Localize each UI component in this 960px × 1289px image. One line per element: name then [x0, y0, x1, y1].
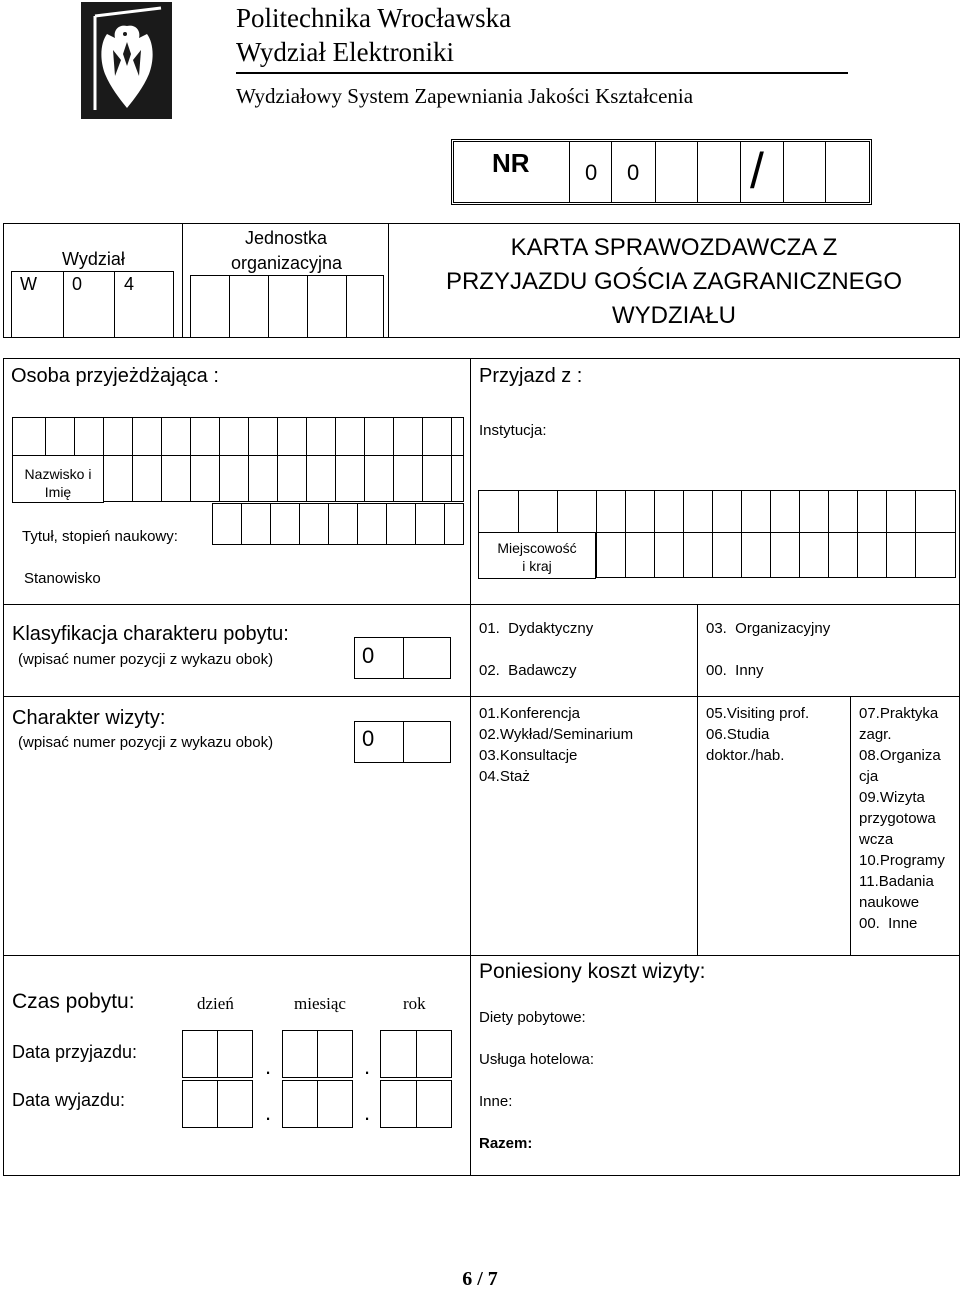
- university-name: Politechnika Wrocławska: [236, 3, 512, 33]
- visit-option: cja: [859, 768, 879, 785]
- position-label: Stanowisko: [24, 570, 101, 587]
- faculty-name: Wydział Elektroniki: [236, 37, 455, 67]
- institution-label: Instytucja:: [479, 422, 547, 439]
- visit-option: wcza: [859, 831, 894, 848]
- form-title-2: PRZYJAZDU GOŚCIA ZAGRANICZNEGO: [445, 268, 903, 295]
- visit-option: 07.Praktyka: [859, 705, 939, 722]
- day-label: dzień: [197, 994, 234, 1013]
- nr-slash: /: [750, 143, 764, 199]
- visit-code: 0: [362, 726, 375, 751]
- visit-option: 02.Wykład/Seminarium: [479, 726, 634, 743]
- title-label: Tytuł, stopień naukowy:: [22, 528, 178, 545]
- departure-label: Data wyjazdu:: [12, 1090, 126, 1110]
- visit-hint: (wpisać numer pozycji z wykazu obok): [18, 734, 274, 751]
- visit-option: przygotowa: [859, 810, 936, 827]
- title-boxes[interactable]: [212, 503, 464, 545]
- visit-option: 01.Konferencja: [479, 705, 580, 722]
- wydzial-code-2: 0: [72, 274, 83, 294]
- year-label: rok: [403, 994, 426, 1013]
- departure-dot-1: .: [265, 1100, 272, 1125]
- visit-option: 03.Konsultacje: [479, 747, 578, 764]
- visit-option: 11.Badania: [859, 873, 934, 890]
- classification-label: Klasyfikacja charakteru pobytu:: [12, 623, 289, 645]
- classification-option-03: 03. Organizacyjny: [706, 620, 831, 637]
- visit-option: 06.Studia: [706, 726, 770, 743]
- university-logo: [81, 2, 172, 119]
- eagle-emblem-icon: [81, 2, 172, 119]
- form-title-3: WYDZIAŁU: [611, 302, 736, 329]
- month-label: miesiąc: [294, 994, 346, 1013]
- origin-section-label: Przyjazd z :: [479, 365, 583, 387]
- departure-dot-2: .: [364, 1100, 371, 1125]
- total-label: Razem:: [479, 1135, 533, 1152]
- visit-option: naukowe: [859, 894, 920, 911]
- nr-digit-1[interactable]: 0: [585, 160, 598, 185]
- classification-option-00: 00. Inny: [706, 662, 764, 679]
- stay-label: Czas pobytu:: [12, 990, 135, 1013]
- form-title-1: KARTA SPRAWOZDAWCZA Z: [510, 234, 838, 261]
- visit-option: 08.Organiza: [859, 747, 941, 764]
- surname-label-1: Nazwisko i: [24, 466, 92, 482]
- visit-option: 09.Wizyta: [859, 789, 925, 806]
- page-number: 6 / 7: [462, 1268, 498, 1289]
- visit-option: zagr.: [859, 726, 892, 743]
- visit-option: 04.Staż: [479, 768, 530, 785]
- visit-option: 10.Programy: [859, 852, 945, 869]
- nr-label: NR: [492, 148, 530, 178]
- header-divider: [236, 72, 848, 74]
- visit-option: 05.Visiting prof.: [706, 705, 810, 722]
- surname-label-2: Imię: [44, 484, 72, 500]
- visit-option: 00. Inne: [859, 915, 918, 932]
- classification-option-02: 02. Badawczy: [479, 662, 577, 679]
- visit-label: Charakter wizyty:: [12, 707, 166, 729]
- arrival-dot-1: .: [265, 1054, 272, 1079]
- unit-code-box[interactable]: [190, 275, 384, 338]
- visit-option: doktor./hab.: [706, 747, 785, 764]
- costs-label: Poniesiony koszt wizyty:: [479, 960, 706, 983]
- unit-label-1: Jednostka: [245, 228, 328, 248]
- unit-label-2: organizacyjna: [231, 253, 343, 273]
- arrival-label: Data przyjazdu:: [12, 1042, 138, 1062]
- wydzial-label: Wydział: [62, 249, 125, 269]
- per-diem-label: Diety pobytowe:: [479, 1009, 586, 1026]
- person-section-label: Osoba przyjeżdżająca :: [11, 365, 219, 387]
- system-name: Wydziałowy System Zapewniania Jakości Kształcenia: [236, 84, 694, 108]
- classification-hint: (wpisać numer pozycji z wykazu obok): [18, 651, 274, 668]
- wydzial-code-3: 4: [124, 274, 135, 294]
- city-label-2: i kraj: [522, 558, 552, 574]
- city-label-1: Miejscowość: [497, 540, 577, 556]
- wydzial-code-1: W: [20, 274, 37, 294]
- hotel-label: Usługa hotelowa:: [479, 1051, 595, 1068]
- classification-code: 0: [362, 643, 375, 668]
- arrival-dot-2: .: [364, 1054, 371, 1079]
- nr-digit-2[interactable]: 0: [627, 160, 640, 185]
- classification-option-01: 01. Dydaktyczny: [479, 620, 594, 637]
- other-costs-label: Inne:: [479, 1093, 513, 1110]
